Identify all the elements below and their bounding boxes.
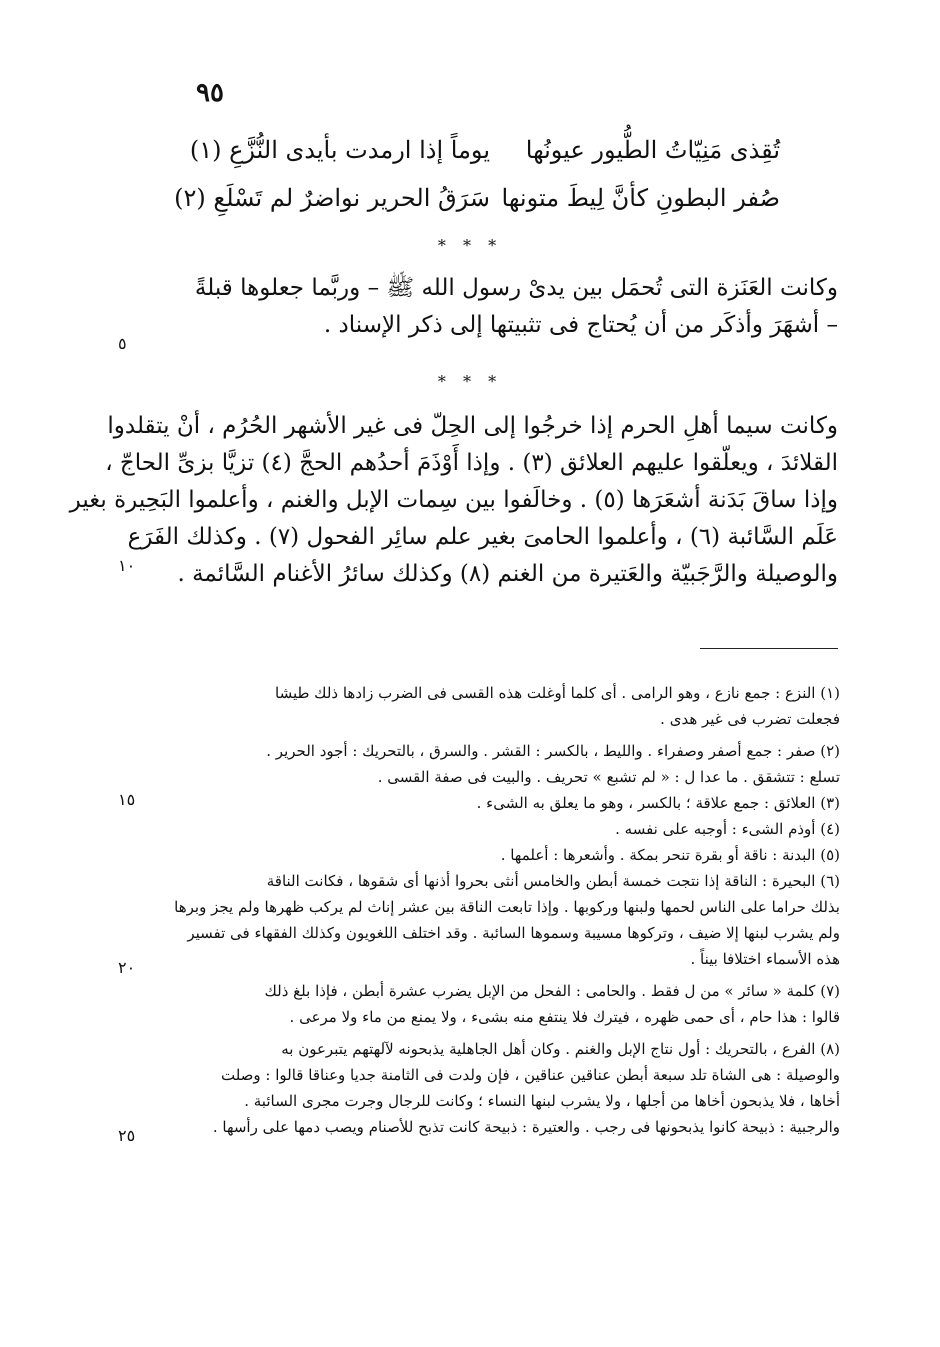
paragraph: [168, 270, 838, 344]
footnote-line: تسلع : تتشقق . ما عدا ل : « لم تشبع » تحريف . والبيت فى صفة القسى .: [377, 768, 840, 786]
footnote-line: (٤) أوذم الشىء : أوجبه على نفسه .: [615, 820, 840, 838]
footnote-line: فجعلت تضرب فى غير هدى .: [660, 710, 840, 728]
footnote-line: (٨) الفرع ، بالتحريك : أول نتاج الإبل والغنم . وكان أهل الجاهلية يذبحونه لآلهتهم يتبرعون به: [281, 1040, 840, 1058]
paragraph-line: وإذا ساقَ بَدَنة أشعَرَها (٥) . وخالَفوا بين سِمات الإبل والغنم ، وأعلموا البَحِيرة بغير: [69, 487, 838, 513]
hemistich-second: يوماً إذا ارمدت بأيدى النُّزَّعِ (١): [189, 136, 490, 164]
footnote-line: هذه الأسماء اختلافا بيناً .: [690, 950, 840, 968]
line-number: ١٥: [118, 790, 136, 809]
page-number: ٩٥: [196, 78, 224, 108]
paragraph-line: وكانت العَنَزة التى تُحمَل بين يدىْ رسول الله ﷺ – وربَّما جعلوها قبلةً: [194, 275, 838, 301]
paragraph-line: وكانت سيما أهلِ الحرم إذا خرجُوا إلى الحِلّ فى غير الأشهر الحُرُم ، أنْ يتقلدوا: [107, 413, 838, 439]
footnotes: [174, 680, 840, 1140]
verse-line: [189, 136, 780, 184]
footnote-line: (٢) صفر : جمع أصفر وصفراء . والليط ، بالكسر : القشر . والسرق ، بالتحريك : أجود الحرير .: [266, 742, 840, 760]
footnote-line: والرجبية : ذبيحة كانوا يذبحونها فى رجب . والعتيرة : ذبيحة كانت تذبح للأصنام ويصب دمها على رأسها .: [212, 1118, 840, 1136]
line-number: ١٠: [118, 556, 136, 575]
footnote-divider: [700, 648, 838, 649]
footnote-line: والوصيلة : هى الشاة تلد سبعة أبطن عناقين عناقين ، فإن ولدت فى الثامنة جديا وعناقا قالوا : وصلت: [220, 1066, 840, 1084]
hemistich-second: سَرَقُ الحرير نواضرٌ لم تَسْلَعِ (٢): [174, 184, 490, 212]
section-separator: * * *: [437, 236, 503, 255]
section-separator: * * *: [437, 372, 503, 391]
footnote-line: بذلك حراما على الناس لحمها ولبنها وركوبها . وإذا تابعت الناقة بين عشر إناث لم يركب ظهرها ولم يجز وبرها: [174, 898, 840, 916]
hemistich-first: صُفر البطونِ كأنَّ لِيطَ متونها: [501, 184, 780, 212]
footnote-line: (٧) كلمة « سائر » من ل فقط . والحامى : الفحل من الإبل يضرب عشرة أبطن ، فإذا بلغ ذلك: [264, 982, 840, 1000]
paragraph-line: عَلَم السَّائبة (٦) ، وأعلموا الحامىَ بغير علم سائِر الفحول (٧) . وكذلك الفَرَع: [127, 524, 838, 550]
line-number: ٢٠: [118, 958, 136, 977]
paragraph-line: – أشهَرَ وأذكَر من أن يُحتاج فى تثبيتها إلى ذكر الإسناد .: [323, 312, 838, 338]
verse-line: [174, 184, 780, 232]
footnote-line: ولم يشرب لبنها إلا ضيف ، وتركوها مسيبة وسموها السائبة . وقد اختلف اللغويون وكذلك الفقهاء فى تفسير: [187, 924, 840, 942]
hemistich-first: تُقِذى مَنِيّاتُ الطُّيور عيونُها: [525, 136, 780, 164]
footnote-line: (٣) العلائق : جمع علاقة ؛ بالكسر ، وهو ما يعلق به الشىء .: [476, 794, 840, 812]
footnote-line: (١) النزع : جمع نازع ، وهو الرامى . أى كلما أوغلت هذه القسى فى الضرب زادها ذلك طيشا: [275, 684, 840, 702]
paragraph-line: القلائدَ ، ويعلّقوا عليهم العلائق (٣) . وإذا أَوْذَمَ أحدُهم الحجَّ (٤) تزيَّا بزىِّ الحاجّ ،: [105, 450, 838, 476]
footnote-line: قالوا : هذا حام ، أى حمى ظهره ، فيترك فلا ينتفع منه بشىء ، ولا يمنع من ماء ولا مرعى .: [289, 1008, 840, 1026]
footnote-line: (٦) البحيرة : الناقة إذا نتجت خمسة أبطن والخامس أنثى بحروا أذنها أى شقوها ، فكانت الناقة: [266, 872, 840, 890]
footnote-line: أخاها ، فلا يذبحون أخاها من أجلها ، ولا يشرب لبنها النساء ؛ وكانت للرجال وجرت مجرى السائبة .: [244, 1092, 840, 1110]
footnote-line: (٥) البدنة : ناقة أو بقرة تنحر بمكة . وأشعرها : أعلمها .: [500, 846, 840, 864]
poem: [174, 136, 780, 232]
line-number: ٥: [118, 334, 127, 353]
paragraph-line: والوصيلة والرَّجَبيّة والعَتيرة من الغنم (٨) وكذلك سائرُ الأغنام السَّائمة .: [177, 561, 838, 587]
line-number: ٢٥: [118, 1126, 136, 1145]
